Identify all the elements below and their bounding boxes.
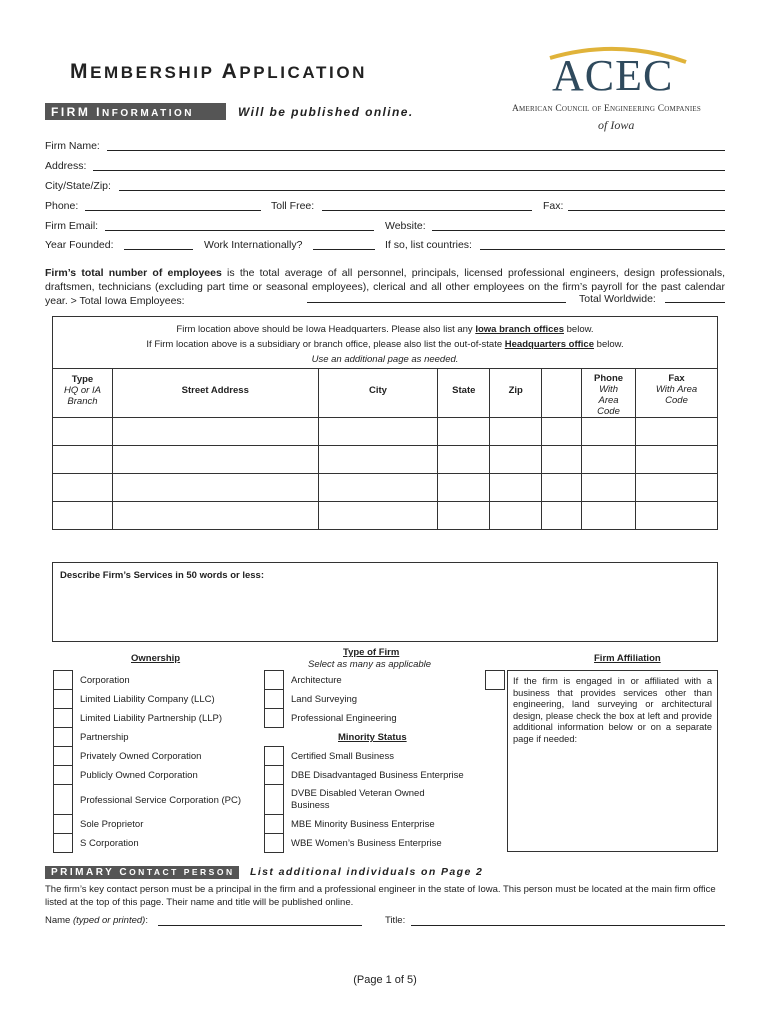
ownership-checkbox[interactable]: [53, 689, 73, 709]
minority-option: DBE Disadvantaged Business Enterprise: [291, 770, 464, 781]
ownership-option: Limited Liability Company (LLC): [80, 694, 215, 705]
ownership-checkbox[interactable]: [53, 784, 73, 815]
additional-individuals-note: List additional individuals on Page 2: [250, 866, 484, 878]
contact-title-label: Title:: [385, 915, 406, 926]
affiliation-checkbox[interactable]: [485, 670, 505, 690]
toll-free-label: Toll Free:: [271, 200, 315, 212]
firm-name-label: Firm Name:: [45, 140, 100, 152]
countries-label: If so, list countries:: [385, 239, 472, 251]
ownership-option: Limited Liability Partnership (LLP): [80, 713, 223, 724]
countries-field[interactable]: [480, 249, 725, 250]
ownership-option: Corporation: [80, 675, 130, 686]
firm-type-checkbox[interactable]: [264, 708, 284, 728]
fax-field[interactable]: [568, 210, 725, 211]
minority-checkbox[interactable]: [264, 814, 284, 834]
firm-type-option: Professional Engineering: [291, 713, 397, 724]
firm-type-checkbox[interactable]: [264, 689, 284, 709]
minority-checkbox[interactable]: [264, 784, 284, 815]
primary-contact-bar: PRIMARY CONTACT PERSON: [45, 866, 239, 879]
ownership-option: S Corporation: [80, 838, 139, 849]
city-state-zip-field[interactable]: [119, 190, 725, 191]
col-zip-header: Zip: [490, 369, 542, 418]
work-internationally-field[interactable]: [313, 249, 375, 250]
table-row[interactable]: [53, 502, 718, 530]
ownership-checkbox[interactable]: [53, 746, 73, 766]
type-of-firm-heading: Type of Firm: [343, 647, 400, 658]
ownership-checkbox[interactable]: [53, 670, 73, 690]
logo-org-name: American Council of Engineering Companies: [512, 104, 702, 114]
minority-checkbox[interactable]: [264, 765, 284, 785]
fax-label: Fax:: [543, 200, 564, 212]
branch-table-notes: Firm location above should be Iowa Headquarters. Please also list any Iowa branch offices below. If Firm location above is a subsidiary or branch office, please also list the out-of-state Headquarters office below. Use an additional page as needed.: [53, 317, 718, 369]
firm-type-option: Architecture: [291, 675, 342, 686]
year-founded-field[interactable]: [124, 249, 193, 250]
minority-option: Certified Small Business: [291, 751, 394, 762]
ownership-option: Privately Owned Corporation: [80, 751, 202, 762]
website-label: Website:: [385, 220, 426, 232]
ownership-checkbox[interactable]: [53, 833, 73, 853]
ownership-checkbox[interactable]: [53, 727, 73, 747]
firm-information-bar: FIRM INFORMATION: [45, 103, 226, 120]
city-state-zip-label: City/State/Zip:: [45, 180, 111, 192]
col-fax-header: Fax With Area Code: [636, 369, 718, 418]
col-state-header: State: [438, 369, 490, 418]
col-city-header: City: [318, 369, 438, 418]
address-label: Address:: [45, 160, 87, 172]
ownership-option: Professional Service Corporation (PC): [80, 795, 242, 806]
firm-type-checkbox[interactable]: [264, 670, 284, 690]
total-iowa-employees-field[interactable]: [307, 302, 566, 303]
acec-logo: ACEC: [552, 51, 674, 100]
type-of-firm-subheading: Select as many as applicable: [308, 659, 432, 670]
total-worldwide-field[interactable]: [665, 302, 725, 303]
table-row[interactable]: [53, 418, 718, 446]
minority-checkbox[interactable]: [264, 833, 284, 853]
firm-email-label: Firm Email:: [45, 220, 99, 232]
table-row[interactable]: [53, 474, 718, 502]
col-type-header: Type HQ or IA Branch: [53, 369, 113, 418]
services-label: Describe Firm’s Services in 50 words or less:: [60, 570, 264, 581]
ownership-checkbox[interactable]: [53, 708, 73, 728]
minority-checkbox[interactable]: [264, 746, 284, 766]
phone-field[interactable]: [85, 210, 261, 211]
address-field[interactable]: [93, 170, 725, 171]
services-description-box[interactable]: [52, 562, 718, 642]
page-title: MEMBERSHIP APPLICATION: [70, 60, 368, 83]
logo-state: of Iowa: [598, 118, 635, 132]
affiliation-text: If the firm is engaged in or affiliated with a business that provides services other than engineering, land surveying or architectural design, please check the box at left and provide additional information below or on a separate page if needed:: [513, 676, 712, 744]
ownership-option: Sole Proprietor: [80, 819, 144, 830]
ownership-heading: Ownership: [131, 653, 181, 664]
ownership-checkbox[interactable]: [53, 814, 73, 834]
branch-offices-table: [52, 316, 718, 530]
employees-paragraph: Firm’s total number of employees is the total average of all personnel, principals, licensed professional engineers, design professionals, draftsmen, technicians (excluding part time or seasonal employees), clerical and all other employees on the firm’s payroll for the past calendar year. > Total Iowa Employees:: [45, 267, 725, 307]
minority-option: WBE Women’s Business Enterprise: [291, 838, 442, 849]
contact-paragraph: The firm’s key contact person must be a principal in the firm and a professional engineer in the state of Iowa. This person must be located at the main firm office listed at the top of this page. Their name and title will be published online.: [45, 884, 716, 908]
contact-title-field[interactable]: [411, 925, 725, 926]
col-street-header: Street Address: [112, 369, 318, 418]
contact-name-field[interactable]: [158, 925, 362, 926]
firm-type-option: Land Surveying: [291, 694, 358, 705]
year-founded-label: Year Founded:: [45, 239, 114, 251]
col-phone-header: Phone With Area Code: [582, 369, 636, 418]
ownership-option: Publicly Owned Corporation: [80, 770, 198, 781]
phone-label: Phone:: [45, 200, 79, 212]
minority-status-heading: Minority Status: [338, 732, 407, 743]
firm-affiliation-heading: Firm Affiliation: [594, 653, 661, 664]
work-internationally-label: Work Internationally?: [204, 239, 303, 251]
firm-name-field[interactable]: [107, 150, 725, 151]
total-worldwide-label: Total Worldwide:: [579, 293, 656, 305]
published-note: Will be published online.: [238, 105, 414, 119]
website-field[interactable]: [432, 230, 725, 231]
minority-option: MBE Minority Business Enterprise: [291, 819, 435, 830]
contact-name-label: Name (typed or printed):: [45, 915, 148, 926]
page-number: (Page 1 of 5): [353, 974, 417, 986]
firm-email-field[interactable]: [105, 230, 374, 231]
ownership-option: Partnership: [80, 732, 129, 743]
table-row[interactable]: [53, 446, 718, 474]
toll-free-field[interactable]: [322, 210, 532, 211]
minority-option: DVBE Disabled Veteran Owned Business: [291, 788, 425, 811]
ownership-checkbox[interactable]: [53, 765, 73, 785]
